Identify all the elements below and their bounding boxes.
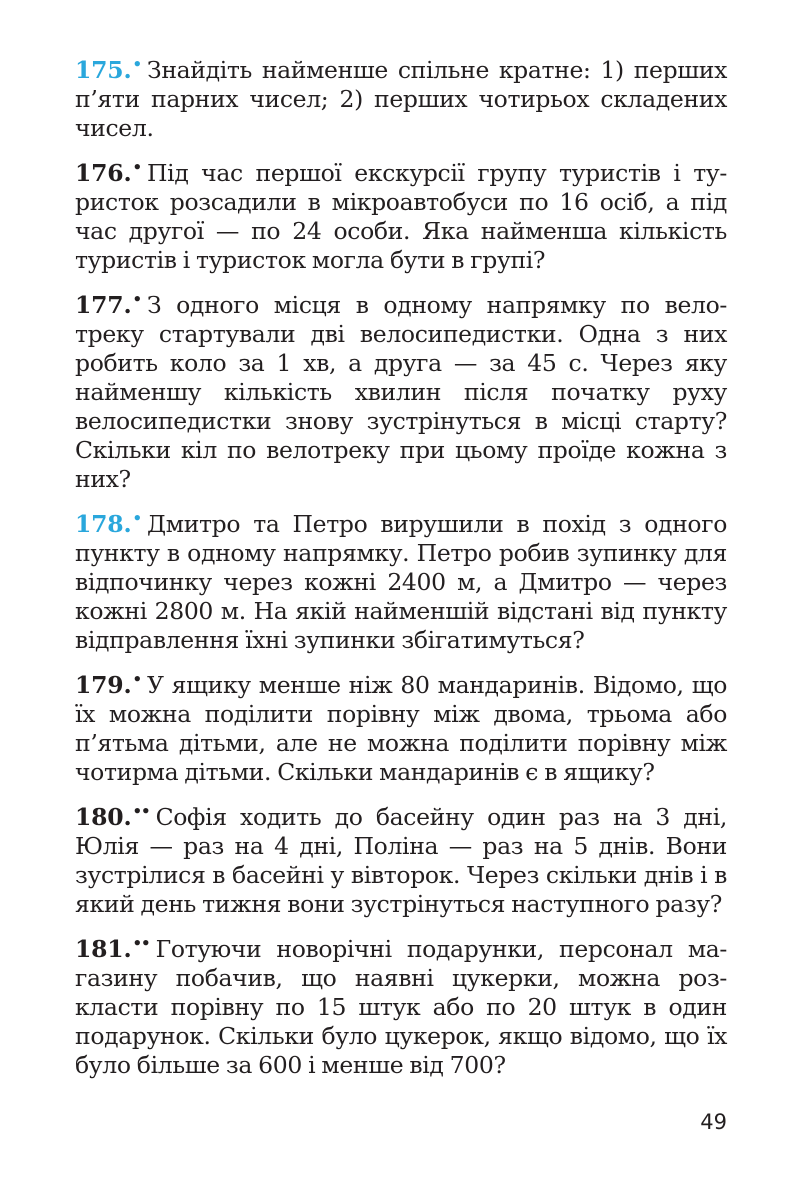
problem-178 (75, 504, 727, 655)
problem-text-line: газину побачив, що наявні цукерки, можна роз- (75, 964, 727, 992)
problem-text-line: Під час першої екскурсії групу туристів і ту- (147, 159, 727, 187)
problem-text-line: час другої — по 24 особи. Яка найменша кількість (75, 217, 727, 245)
problem-number: 181. (75, 935, 132, 963)
problem-text-line: пункту відправлення їхні зупинки збігатимуться? (75, 597, 727, 654)
problem-number: 179. (75, 671, 132, 699)
problem-text-line: Софія ходить до басейну один раз на 3 дні, (155, 803, 727, 831)
problem-text-line: подарунок. Скільки було цукерок, якщо відомо, що (75, 1022, 700, 1050)
problem-text-line: п’яти парних чисел; 2) перших чотирьох складених (75, 85, 727, 113)
problem-text-line: їх було більше за 600 і менше від 700? (75, 1022, 728, 1079)
problem-text-line: велосипедистки знову зустрінуться в місці старту? (75, 407, 727, 435)
problem-text-line: і в який день тижня вони зустрінуться наступного (75, 861, 728, 918)
problem-number: 180. (75, 803, 132, 831)
problem-text-line: робить коло за 1 хв, а друга — за 45 с. Через яку (75, 349, 727, 377)
problem-text-line: Юлія — раз на 4 дні, Поліна — раз на 5 днів. Вони (75, 832, 727, 860)
problem-number: 177. (75, 291, 132, 319)
textbook-page (75, 50, 727, 1090)
difficulty-marks: • (132, 509, 142, 527)
problem-text-line: ристок розсадили в мікроавтобуси по 16 осіб, а під (75, 188, 727, 216)
problem-text-line: найменшу кількість хвилин після початку руху (75, 378, 727, 406)
problem-175 (75, 50, 727, 143)
difficulty-marks: •• (132, 934, 150, 952)
problem-text-line: зустрілися в басейні у вівторок. Через скільки днів (75, 861, 694, 889)
problem-text-line: У ящику менше ніж 80 мандаринів. Відомо, що (147, 671, 727, 699)
difficulty-marks: • (132, 55, 142, 73)
problem-text-line: З одного місця в одному напрямку по вело- (147, 291, 727, 319)
difficulty-marks: • (132, 670, 142, 688)
difficulty-marks: • (132, 290, 142, 308)
problem-177 (75, 285, 727, 494)
difficulty-marks: •• (132, 802, 150, 820)
problem-text-line: разу? (655, 890, 723, 918)
problem-text-line: Дмитро та Петро вирушили в похід з одного (147, 510, 727, 538)
problem-text-line: Знайдіть найменше спільне кратне: 1) перших (147, 56, 727, 84)
problem-text-line: чотирма дітьми. Скільки мандаринів є в ящику? (75, 758, 655, 786)
problem-number: 176. (75, 159, 132, 187)
problem-number: 175. (75, 56, 132, 84)
problem-text-line: Скільки кіл по велотреку при цьому проїде кожна (75, 436, 705, 464)
problem-text-line: класти порівну по 15 штук або по 20 штук в один (75, 993, 727, 1021)
difficulty-marks: • (132, 158, 142, 176)
problem-179 (75, 665, 727, 787)
problem-176 (75, 153, 727, 275)
problem-number: 178. (75, 510, 132, 538)
problem-text-line: чисел. (75, 114, 154, 142)
problem-181 (75, 929, 727, 1080)
problem-text-line: п’ятьма дітьми, але не можна поділити порівну між (75, 729, 727, 757)
problem-text-line: Готуючи новорічні подарунки, персонал ма- (155, 935, 727, 963)
problem-text-line: треку стартували дві велосипедистки. Одна з них (75, 320, 727, 348)
problem-180 (75, 797, 727, 919)
problem-text-line: для відпочинку через кожні 2400 м, а Дмитро — (75, 539, 727, 596)
problem-text-line: з них? (75, 436, 727, 493)
page-number: 49 (700, 1110, 727, 1134)
problem-text-line: туристів і туристок могла бути в групі? (75, 246, 546, 274)
problem-text-line: пункту в одному напрямку. Петро робив зупинку (75, 539, 677, 567)
problem-text-line: через кожні 2800 м. На якій найменшій відстані від (75, 568, 727, 625)
problem-text-line: їх можна поділити порівну між двома, трьома або (75, 700, 727, 728)
